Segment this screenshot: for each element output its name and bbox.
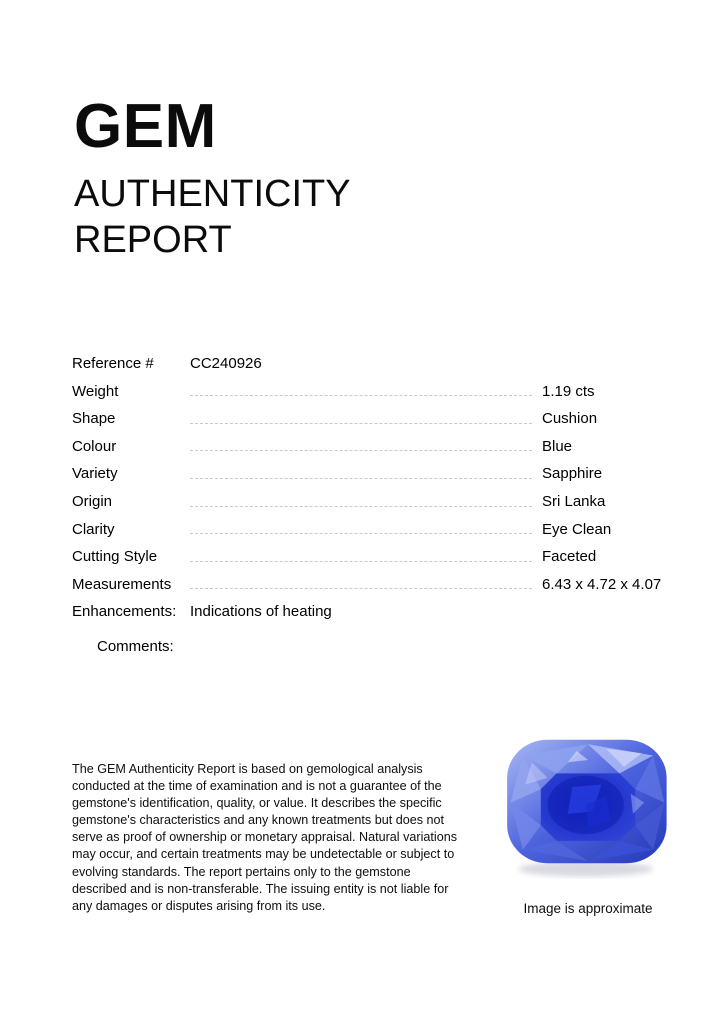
report-subtitle: AUTHENTICITY REPORT <box>74 173 350 261</box>
report-header <box>74 92 404 263</box>
dotted-leader-line <box>190 588 532 589</box>
gem-figure <box>498 733 678 916</box>
field-value: Blue <box>542 437 573 455</box>
field-row-variety <box>72 460 664 488</box>
field-label: Enhancements: <box>72 603 177 621</box>
field-value: Sri Lanka <box>542 492 606 510</box>
field-label: Shape <box>72 410 116 428</box>
field-row-cutting-style <box>72 543 664 571</box>
dotted-leader-line <box>190 395 532 396</box>
field-row-comments <box>72 633 664 661</box>
field-row-clarity <box>72 516 664 544</box>
field-row-enhancements <box>72 598 664 626</box>
field-value: CC240926 <box>190 355 262 372</box>
field-label: Colour <box>72 437 117 455</box>
field-label: Cutting Style <box>72 548 158 566</box>
field-row-shape <box>72 405 664 433</box>
field-value: Indications of heating <box>190 603 332 621</box>
dotted-leader-line <box>190 506 532 507</box>
dotted-leader-line <box>190 423 532 424</box>
field-row-colour <box>72 433 664 461</box>
field-row-weight <box>72 378 664 406</box>
gem-caption: Image is approximate <box>523 901 653 916</box>
field-label: Measurements <box>72 575 172 593</box>
dotted-leader-line <box>190 561 532 562</box>
field-label: Variety <box>72 465 118 483</box>
field-value: Eye Clean <box>542 520 612 538</box>
field-value: Cushion <box>542 410 598 428</box>
field-label: Comments: <box>97 637 174 655</box>
field-label: Reference # <box>72 355 154 372</box>
field-row-measurements <box>72 571 664 599</box>
field-value: 6.43 x 4.72 x 4.07 <box>542 575 662 593</box>
gem-photo <box>498 733 678 879</box>
field-value: 1.19 cts <box>542 382 595 400</box>
field-value: Sapphire <box>542 465 603 483</box>
field-value: Faceted <box>542 548 597 566</box>
disclaimer-text: The GEM Authenticity Report is based on gemological analysis conducted at the time of examination and is not a guarantee of the gemstone's identification, quality, or value. It describes the specific gemstone's characteristics and any known treatments but does not serve as proof of ownership or monetary appraisal. Natural variations may occur, and certain treatments may be undetectable or subject to evolving standards. The report pertains only to the gemstone described and is non-transferable. The issuing entity is not liable for any damages or disputes arising from its use. <box>72 762 457 913</box>
field-row-reference <box>72 350 664 378</box>
dotted-leader-line <box>190 450 532 451</box>
dotted-leader-line <box>190 478 532 479</box>
field-label: Clarity <box>72 520 115 538</box>
dotted-leader-line <box>190 533 532 534</box>
field-label: Weight <box>72 382 119 400</box>
field-row-origin <box>72 488 664 516</box>
field-label: Origin <box>72 492 113 510</box>
gem-attributes-list <box>72 350 664 661</box>
brand-title: GEM <box>74 92 217 161</box>
